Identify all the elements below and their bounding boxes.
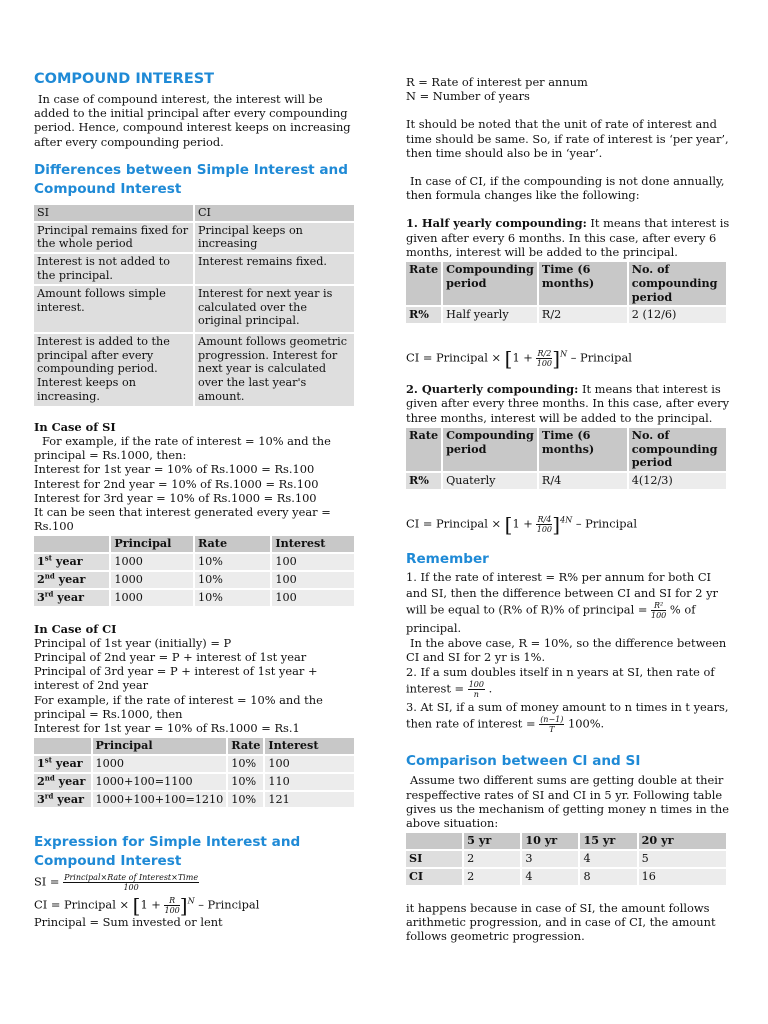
- remember-item-1-note: In the above case, R = 10%, so the difference between CI and SI for 2 yr is 1%.: [406, 636, 727, 665]
- table-cell: 1000: [93, 756, 227, 772]
- ci-table: [32, 736, 356, 809]
- table-row: [34, 792, 354, 808]
- comparison-text: Assume two different sums are getting double at their respeffective rates of SI and CI in 5 yr. Following table gives us the mechanism of getting money n times in the above situation:: [406, 773, 729, 831]
- si-table-header: Principal: [111, 536, 193, 552]
- formula-lhs: CI = Principal ×: [406, 516, 505, 531]
- remember-item-1: [406, 569, 730, 636]
- si-formula-lhs: SI =: [34, 874, 64, 889]
- remember-item-3: [406, 699, 730, 734]
- table-cell: 121: [265, 792, 354, 808]
- table-cell: 10%: [195, 572, 270, 588]
- table-row: [406, 869, 726, 885]
- quarterly-label: 2. Quarterly compounding:: [406, 382, 579, 397]
- right-column: [406, 75, 730, 943]
- half-yearly-description: It means that interest is given after every 6 months. In this case, after every 6 months, interest will be added to the principal.: [406, 216, 730, 259]
- ci-intro: In case of compound interest, the interest will be added to the initial principal after every compounding period. Hence, compound interest keeps on increasing after every compounding period.: [34, 92, 351, 149]
- comparison-header: 15 yr: [580, 833, 636, 849]
- table-cell: Interest remains fixed.: [195, 254, 354, 284]
- formula-minus: – Principal: [567, 350, 632, 365]
- row-label: R%: [406, 307, 441, 323]
- table-cell: R/4: [539, 473, 627, 489]
- table-row: [406, 473, 726, 489]
- table-row: [34, 254, 354, 284]
- table-cell: 4(12/3): [629, 473, 726, 489]
- row-label: 1st year: [34, 756, 91, 772]
- table-cell: 2: [464, 851, 520, 867]
- ci-line: Principal of 1st year (initially) = P: [34, 635, 232, 650]
- table-cell: 3: [522, 851, 578, 867]
- table-cell: 5: [639, 851, 726, 867]
- si-table-header: Interest: [272, 536, 354, 552]
- table-row: [34, 572, 354, 588]
- si-line: Interest for 2nd year = 10% of Rs.1000 = Rs.100: [34, 476, 319, 491]
- table-cell: Amount follows simple interest.: [34, 286, 193, 332]
- fraction-denominator: 100: [164, 906, 180, 916]
- table-row: [34, 286, 354, 332]
- table-cell: 10%: [228, 756, 263, 772]
- table-cell: 4: [522, 869, 578, 885]
- ci-line: For example, if the rate of interest = 10% and the principal = Rs.1000, then: [34, 692, 323, 721]
- si-table-header: Rate: [195, 536, 270, 552]
- table-cell: 8: [580, 869, 636, 885]
- table-cell: 10%: [195, 554, 270, 570]
- table-cell: 10%: [195, 590, 270, 606]
- half-yearly-table: [404, 260, 728, 325]
- differences-title: Differences between Simple Interest and Compound Interest: [34, 161, 348, 197]
- formula-exponent: N: [187, 897, 195, 907]
- table-row: [34, 774, 354, 790]
- table-row: [34, 334, 354, 406]
- principal-definition: Principal = Sum invested or lent: [34, 915, 223, 930]
- fraction-numerator: R: [164, 896, 179, 906]
- half-table-header: Rate: [406, 262, 441, 305]
- row-label: 2nd year: [34, 572, 109, 588]
- table-cell: 100: [265, 756, 354, 772]
- ci-line: Principal of 3rd year = P + interest of 1st year + interest of 2nd year: [34, 664, 318, 693]
- table-cell: Interest for next year is calculated over the original principal.: [195, 286, 354, 332]
- formula-fraction: [536, 515, 552, 534]
- fraction-numerator: R/4: [537, 515, 552, 525]
- formula-exponent: N: [560, 349, 568, 359]
- table-cell: 1000: [111, 590, 193, 606]
- ci-formula-lhs: CI = Principal ×: [34, 897, 133, 912]
- si-table: [32, 534, 356, 607]
- remember-2-text: 2. If a sum doubles itself in n years at SI, then rate of interest =: [406, 665, 715, 696]
- unit-note: It should be noted that the unit of rate of interest and time should be same. So, if rate of interest is ‘per year’, then time should also be in ‘year’.: [406, 117, 729, 160]
- si-line: For example, if the rate of interest = 10% and the principal = Rs.1000, then:: [34, 434, 331, 463]
- quarterly-formula: CI = Principal × [1 + $\frac{R/4}{100}$ ]$^{4N}$ – Principal: [406, 512, 637, 537]
- fraction-denominator: 100: [123, 883, 139, 893]
- comparison-header: 20 yr: [639, 833, 726, 849]
- ci-case-title-text: In Case of CI: [34, 621, 117, 636]
- comparison-header: [406, 833, 462, 849]
- quarterly-text: [406, 382, 730, 425]
- quarter-table-header: Rate: [406, 428, 441, 471]
- fraction-denominator: 100: [536, 359, 553, 369]
- remember-3-fraction: $\frac{(n-1)}{T}$: [540, 715, 564, 735]
- table-cell: 10%: [228, 792, 263, 808]
- diff-header-si: SI: [34, 205, 193, 221]
- table-cell: Principal remains fixed for the whole period: [34, 223, 193, 253]
- comparison-header: 5 yr: [464, 833, 520, 849]
- case-note: In case of CI, if the compounding is not done annually, then formula changes like the following:: [406, 174, 725, 203]
- formula-minus: – Principal: [194, 897, 260, 912]
- ci-formula: CI = Principal × [1 + $\frac{R}{100}$ ]$^N$ – Principal: [34, 893, 260, 918]
- table-cell: Principal keeps on increasing: [195, 223, 354, 253]
- formula-minus: – Principal: [572, 516, 637, 531]
- row-label: 3rd year: [34, 792, 91, 808]
- left-column: [34, 70, 358, 930]
- table-cell: Interest is added to the principal after every compounding period. Interest keeps on increasing.: [34, 334, 193, 406]
- table-cell: 100: [272, 554, 354, 570]
- half-table-header: No. of compounding period: [629, 262, 726, 305]
- formula-lhs: CI = Principal ×: [406, 350, 505, 365]
- table-cell: 4: [580, 851, 636, 867]
- si-formula-fraction: [63, 873, 199, 892]
- ci-case-title: [34, 622, 358, 636]
- fraction-denominator: 100: [536, 525, 553, 535]
- row-label: R%: [406, 473, 441, 489]
- table-cell: 100: [272, 572, 354, 588]
- quarter-table-header: Compounding period: [443, 428, 537, 471]
- table-cell: 1000: [111, 572, 193, 588]
- fraction-numerator: Principal×Rate of Interest×Time: [64, 873, 199, 883]
- table-row: [406, 307, 726, 323]
- remember-2-fraction: $\frac{100}{n}$: [468, 680, 484, 700]
- formula-one: 1 +: [512, 350, 537, 365]
- half-table-header: Time (6 months): [539, 262, 627, 305]
- formula-fraction: [536, 349, 552, 368]
- quarter-table-header: No. of compounding period: [629, 428, 726, 471]
- row-label: 1st year: [34, 554, 109, 570]
- half-yearly-text: [406, 216, 730, 259]
- si-line: Interest for 1st year = 10% of Rs.1000 = Rs.100: [34, 462, 315, 477]
- quarter-table-header: Time (6 months): [539, 428, 627, 471]
- formula-one: 1 +: [512, 516, 537, 531]
- ci-table-header: Rate: [228, 738, 263, 754]
- row-label: 2nd year: [34, 774, 91, 790]
- table-cell: 1000+100+100=1210: [93, 792, 227, 808]
- table-row: [406, 851, 726, 867]
- table-row: [34, 756, 354, 772]
- table-row: [34, 223, 354, 253]
- remember-item-2: [406, 664, 730, 699]
- ci-table-header: Interest: [265, 738, 354, 754]
- differences-table: [32, 203, 356, 408]
- table-cell: 100: [272, 590, 354, 606]
- fraction-numerator: R/2: [537, 349, 552, 359]
- half-yearly-label: 1. Half yearly compounding:: [406, 216, 587, 231]
- ci-table-header: Principal: [93, 738, 227, 754]
- table-cell: 16: [639, 869, 726, 885]
- remember-2-suffix: .: [484, 681, 493, 696]
- table-cell: 1000: [111, 554, 193, 570]
- remember-3-suffix: 100%.: [564, 716, 605, 731]
- table-cell: 2: [464, 869, 520, 885]
- remember-1-fraction: $\frac{\text{R²}}{100}$: [651, 601, 667, 621]
- table-cell: 1000+100=1100: [93, 774, 227, 790]
- expression-title: Expression for Simple Interest and Compound Interest: [34, 834, 301, 870]
- half-yearly-formula: CI = Principal × [1 + $\frac{R/2}{100}$ ]$^N$ – Principal: [406, 346, 632, 371]
- ci-line: Interest for 1st year = 10% of Rs.1000 = Rs.1: [34, 721, 300, 736]
- si-case-title: [34, 420, 358, 434]
- table-cell: 2 (12/6): [629, 307, 726, 323]
- si-line: Interest for 3rd year = 10% of Rs.1000 = Rs.100: [34, 490, 317, 505]
- ci-title: COMPOUND INTEREST: [34, 71, 215, 87]
- quarterly-description: It means that interest is given after every three months. In this case, after every three months, interest will be added to the principal.: [406, 382, 729, 425]
- table-cell: Half yearly: [443, 307, 537, 323]
- ci-formula-fraction: [164, 896, 179, 915]
- formula-exponent: 4N: [560, 515, 573, 525]
- row-label: 3rd year: [34, 590, 109, 606]
- row-label: CI: [406, 869, 462, 885]
- remember-3-text: 3. At SI, if a sum of money amount to n times in t years, then rate of interest =: [406, 700, 729, 731]
- table-cell: 110: [265, 774, 354, 790]
- table-cell: Amount follows geometric progression. Interest for next year is calculated over the last year's amount.: [195, 334, 354, 406]
- remember-1-suffix: % of principal.: [406, 602, 696, 636]
- table-cell: Interest is not added to the principal.: [34, 254, 193, 284]
- row-label: SI: [406, 851, 462, 867]
- formula-one: 1 +: [140, 897, 165, 912]
- table-cell: Quaterly: [443, 473, 537, 489]
- si-case-title-text: In Case of SI: [34, 419, 116, 434]
- conclusion-text: it happens because in case of SI, the amount follows arithmetic progression, and in case of CI, the amount follows geometric progression.: [406, 900, 716, 944]
- table-row: [34, 554, 354, 570]
- remember-1-text: 1. If the rate of interest = R% per annum for both CI and SI, then the difference between CI and SI for 2 yr will be equal to (R% of R)% of principal =: [406, 570, 718, 617]
- ci-line: Principal of 2nd year = P + interest of 1st year: [34, 650, 307, 665]
- si-table-header: [34, 536, 109, 552]
- remember-title: Remember: [406, 551, 489, 568]
- n-definition: N = Number of years: [406, 89, 530, 104]
- si-formula: [34, 873, 358, 892]
- table-cell: R/2: [539, 307, 627, 323]
- table-row: [34, 590, 354, 606]
- diff-header-ci: CI: [195, 205, 354, 221]
- comparison-header: 10 yr: [522, 833, 578, 849]
- comparison-table: [404, 831, 728, 886]
- si-line: It can be seen that interest generated every year = Rs.100: [34, 505, 331, 534]
- half-table-header: Compounding period: [443, 262, 537, 305]
- rate-definition: R = Rate of interest per annum: [406, 75, 588, 89]
- quarterly-table: [404, 426, 728, 491]
- ci-table-header: [34, 738, 91, 754]
- table-cell: 10%: [228, 774, 263, 790]
- comparison-title: Comparison between CI and SI: [406, 753, 641, 770]
